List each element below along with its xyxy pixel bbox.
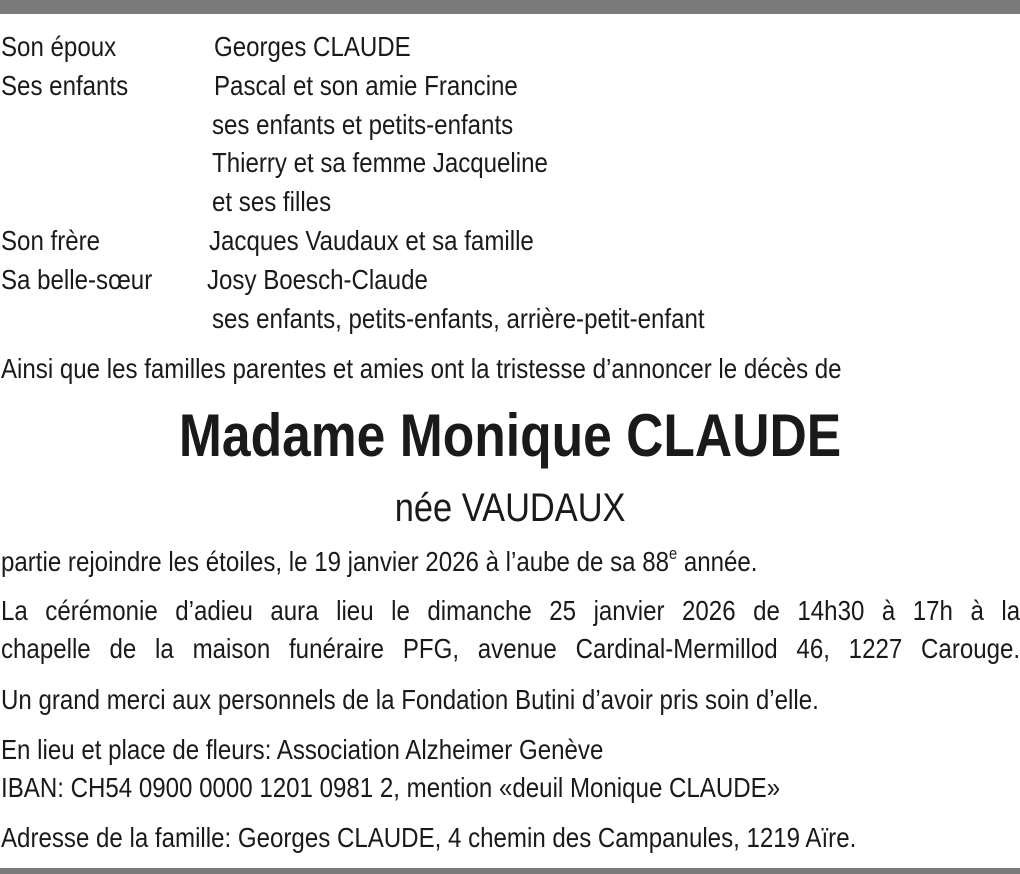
family-row: [1, 222, 1020, 261]
thanks-text: [1, 681, 952, 719]
maiden-name-text: née VAUDAUX: [394, 486, 626, 530]
address-text: [1, 819, 996, 857]
family-row: [1, 28, 1020, 67]
family-row: [1, 183, 1020, 222]
address-line: Adresse de la famille: Georges CLAUDE, 4 chemin des Campanules, 1219 Aïre.: [1, 822, 857, 853]
family-role: Ses enfants: [1, 69, 129, 101]
family-role: Sa belle-sœur: [1, 263, 153, 295]
deceased-name: [0, 402, 1020, 470]
thanks-line: Un grand merci aux personnels de la Fondation Butini d’avoir pris soin d’elle.: [1, 684, 819, 715]
family-member: Thierry et sa femme Jacqueline: [212, 147, 548, 179]
family-role: Son époux: [1, 31, 117, 62]
family-member: Georges CLAUDE: [214, 31, 411, 62]
announcement-line: Ainsi que les familles parentes et amies ont la tristesse d’annoncer le décès de: [1, 353, 842, 384]
passing-after: année.: [677, 546, 758, 577]
family-row: [1, 261, 1020, 300]
family-row: [1, 144, 1020, 183]
ceremony-line-2: chapelle de la maison funéraire PFG, avenue Cardinal-Mermillod 46, 1227 Carouge.: [1, 633, 1020, 664]
donation-line-2: IBAN: CH54 0900 0000 1201 0981 2, mention «deuil Monique CLAUDE»: [1, 772, 781, 803]
top-rule: [0, 0, 1020, 14]
family-member: Josy Boesch-Claude: [207, 263, 428, 295]
passing-text: [1, 543, 881, 581]
family-row: [1, 300, 1020, 339]
passing-line: [1, 543, 757, 581]
family-member: Jacques Vaudaux et sa famille: [209, 224, 534, 256]
family-role: Son frère: [1, 224, 101, 256]
family-list: [1, 28, 1020, 338]
family-member: et ses filles: [212, 186, 332, 218]
passing-before: partie rejoindre les étoiles, le 19 janvier 2026 à l’aube de sa 88: [1, 546, 669, 577]
family-member: ses enfants et petits-enfants: [212, 108, 514, 140]
maiden-name: [0, 484, 1020, 532]
family-row: [1, 67, 1020, 106]
deceased-name-text: Madame Monique CLAUDE: [178, 402, 842, 469]
family-row: [1, 106, 1020, 145]
passing-superscript: e: [668, 543, 678, 563]
ceremony-line-1: La cérémonie d’adieu aura lieu le dimanche 25 janvier 2026 de 14h30 à 17h à la: [1, 595, 1020, 626]
ceremony-text: [1, 592, 1020, 668]
donation-line-1: En lieu et place de fleurs: Association Alzheimer Genève: [1, 734, 604, 765]
family-member: Pascal et son amie Francine: [214, 69, 518, 101]
announcement-text: [1, 350, 978, 388]
bottom-rule: [0, 868, 1020, 874]
family-member: ses enfants, petits-enfants, arrière-petit-enfant: [212, 302, 705, 334]
donation-text: [1, 731, 907, 807]
